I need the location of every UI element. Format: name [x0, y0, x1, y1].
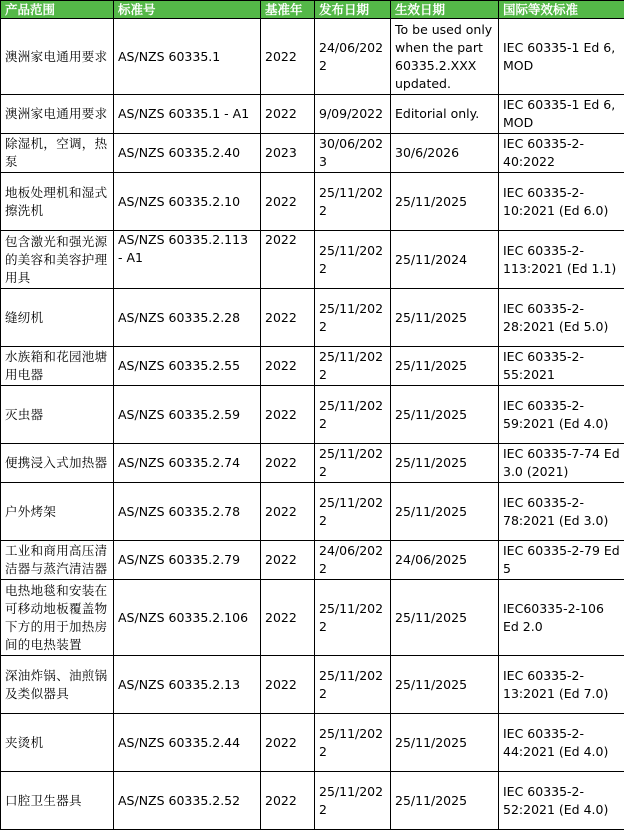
product-scope-cell: 工业和商用高压清洁器与蒸汽清洁器 — [1, 541, 114, 580]
base-year-cell: 2022 — [261, 772, 315, 830]
table-body — [1, 19, 624, 830]
base-year-cell: 2022 — [261, 173, 315, 231]
standard-number-cell: AS/NZS 60335.2.74 — [114, 444, 261, 483]
header-standard-number: 标准号 — [114, 1, 261, 19]
publish-date-cell: 25/11/2022 — [315, 483, 391, 541]
standard-number-cell: AS/NZS 60335.2.13 — [114, 656, 261, 714]
publish-date-cell: 24/06/2022 — [315, 19, 391, 95]
standard-number-cell: AS/NZS 60335.2.79 — [114, 541, 261, 580]
publish-date-cell: 24/06/2022 — [315, 541, 391, 580]
table-row — [1, 347, 624, 386]
publish-date-cell: 25/11/2022 — [315, 386, 391, 444]
product-scope-cell: 户外烤架 — [1, 483, 114, 541]
product-scope-cell: 水族箱和花园池塘用电器 — [1, 347, 114, 386]
product-scope-cell: 便携浸入式加热器 — [1, 444, 114, 483]
iec-equivalent-cell: IEC 60335-2-78:2021 (Ed 3.0) — [499, 483, 624, 541]
effective-date-cell: 25/11/2025 — [391, 347, 499, 386]
iec-equivalent-cell: IEC 60335-2-40:2022 — [499, 134, 624, 173]
header-product-scope: 产品范围 — [1, 1, 114, 19]
base-year-cell: 2022 — [261, 95, 315, 134]
base-year-cell: 2022 — [261, 231, 315, 289]
product-scope-cell: 灭虫器 — [1, 386, 114, 444]
effective-date-cell: 25/11/2025 — [391, 173, 499, 231]
base-year-cell: 2022 — [261, 656, 315, 714]
iec-equivalent-cell: IEC 60335-1 Ed 6, MOD — [499, 19, 624, 95]
table-row — [1, 444, 624, 483]
effective-date-cell: 25/11/2024 — [391, 231, 499, 289]
table-row — [1, 231, 624, 289]
product-scope-cell: 缝纫机 — [1, 289, 114, 347]
effective-date-cell: 30/6/2026 — [391, 134, 499, 173]
table-header — [1, 1, 624, 19]
table-row — [1, 656, 624, 714]
publish-date-cell: 25/11/2022 — [315, 714, 391, 772]
table-row — [1, 580, 624, 656]
product-scope-cell: 澳洲家电通用要求 — [1, 95, 114, 134]
iec-equivalent-cell: IEC60335-2-106 Ed 2.0 — [499, 580, 624, 656]
base-year-cell: 2023 — [261, 134, 315, 173]
product-scope-cell: 深油炸锅、油煎锅及类似器具 — [1, 656, 114, 714]
publish-date-cell: 25/11/2022 — [315, 656, 391, 714]
standard-number-cell: AS/NZS 60335.2.113 - A1 — [114, 231, 261, 289]
effective-date-cell: 25/11/2025 — [391, 580, 499, 656]
effective-date-cell: Editorial only. — [391, 95, 499, 134]
table-row — [1, 386, 624, 444]
standard-number-cell: AS/NZS 60335.2.44 — [114, 714, 261, 772]
iec-equivalent-cell: IEC 60335-7-74 Ed 3.0 (2021) — [499, 444, 624, 483]
table-row — [1, 95, 624, 134]
standard-number-cell: AS/NZS 60335.2.106 — [114, 580, 261, 656]
header-effective-date: 生效日期 — [391, 1, 499, 19]
effective-date-cell: 24/06/2025 — [391, 541, 499, 580]
product-scope-cell: 澳洲家电通用要求 — [1, 19, 114, 95]
product-scope-cell: 口腔卫生器具 — [1, 772, 114, 830]
iec-equivalent-cell: IEC 60335-1 Ed 6, MOD — [499, 95, 624, 134]
standard-number-cell: AS/NZS 60335.1 - A1 — [114, 95, 261, 134]
effective-date-cell: 25/11/2025 — [391, 483, 499, 541]
publish-date-cell: 25/11/2022 — [315, 347, 391, 386]
header-base-year: 基准年 — [261, 1, 315, 19]
iec-equivalent-cell: IEC 60335-2-44:2021 (Ed 4.0) — [499, 714, 624, 772]
publish-date-cell: 25/11/2022 — [315, 444, 391, 483]
header-international-equivalent: 国际等效标准 — [499, 1, 624, 19]
standard-number-cell: AS/NZS 60335.2.40 — [114, 134, 261, 173]
base-year-cell: 2022 — [261, 347, 315, 386]
publish-date-cell: 25/11/2022 — [315, 173, 391, 231]
standard-number-cell: AS/NZS 60335.2.55 — [114, 347, 261, 386]
header-row — [1, 1, 624, 19]
iec-equivalent-cell: IEC 60335-2-79 Ed 5 — [499, 541, 624, 580]
iec-equivalent-cell: IEC 60335-2-113:2021 (Ed 1.1) — [499, 231, 624, 289]
effective-date-cell: 25/11/2025 — [391, 386, 499, 444]
product-scope-cell: 包含激光和强光源的美容和美容护理用具 — [1, 231, 114, 289]
base-year-cell: 2022 — [261, 541, 315, 580]
effective-date-cell: 25/11/2025 — [391, 714, 499, 772]
table-row — [1, 173, 624, 231]
iec-equivalent-cell: IEC 60335-2-55:2021 — [499, 347, 624, 386]
standard-number-cell: AS/NZS 60335.2.28 — [114, 289, 261, 347]
effective-date-cell: 25/11/2025 — [391, 289, 499, 347]
publish-date-cell: 25/11/2022 — [315, 231, 391, 289]
standard-number-cell: AS/NZS 60335.2.78 — [114, 483, 261, 541]
effective-date-cell: 25/11/2025 — [391, 772, 499, 830]
table-row — [1, 19, 624, 95]
standard-number-cell: AS/NZS 60335.1 — [114, 19, 261, 95]
base-year-cell: 2022 — [261, 714, 315, 772]
base-year-cell: 2022 — [261, 289, 315, 347]
publish-date-cell: 9/09/2022 — [315, 95, 391, 134]
product-scope-cell: 夹烫机 — [1, 714, 114, 772]
iec-equivalent-cell: IEC 60335-2-28:2021 (Ed 5.0) — [499, 289, 624, 347]
base-year-cell: 2022 — [261, 444, 315, 483]
standard-number-cell: AS/NZS 60335.2.52 — [114, 772, 261, 830]
product-scope-cell: 电热地毯和安装在可移动地板覆盖物下方的用于加热房间的电热装置 — [1, 580, 114, 656]
publish-date-cell: 25/11/2022 — [315, 289, 391, 347]
standard-number-cell: AS/NZS 60335.2.10 — [114, 173, 261, 231]
product-scope-cell: 地板处理机和湿式擦洗机 — [1, 173, 114, 231]
base-year-cell: 2022 — [261, 19, 315, 95]
iec-equivalent-cell: IEC 60335-2-59:2021 (Ed 4.0) — [499, 386, 624, 444]
base-year-cell: 2022 — [261, 483, 315, 541]
base-year-cell: 2022 — [261, 580, 315, 656]
table-row — [1, 772, 624, 830]
table-row — [1, 483, 624, 541]
effective-date-cell: 25/11/2025 — [391, 656, 499, 714]
table-row — [1, 134, 624, 173]
header-publish-date: 发布日期 — [315, 1, 391, 19]
effective-date-cell: To be used only when the part 60335.2.XXX updated. — [391, 19, 499, 95]
table-row — [1, 714, 624, 772]
table-row — [1, 541, 624, 580]
publish-date-cell: 25/11/2022 — [315, 580, 391, 656]
iec-equivalent-cell: IEC 60335-2-13:2021 (Ed 7.0) — [499, 656, 624, 714]
publish-date-cell: 30/06/2023 — [315, 134, 391, 173]
iec-equivalent-cell: IEC 60335-2-10:2021 (Ed 6.0) — [499, 173, 624, 231]
publish-date-cell: 25/11/2022 — [315, 772, 391, 830]
iec-equivalent-cell: IEC 60335-2-52:2021 (Ed 4.0) — [499, 772, 624, 830]
effective-date-cell: 25/11/2025 — [391, 444, 499, 483]
standard-number-cell: AS/NZS 60335.2.59 — [114, 386, 261, 444]
base-year-cell: 2022 — [261, 386, 315, 444]
table-row — [1, 289, 624, 347]
product-scope-cell: 除湿机，空调，热泵 — [1, 134, 114, 173]
